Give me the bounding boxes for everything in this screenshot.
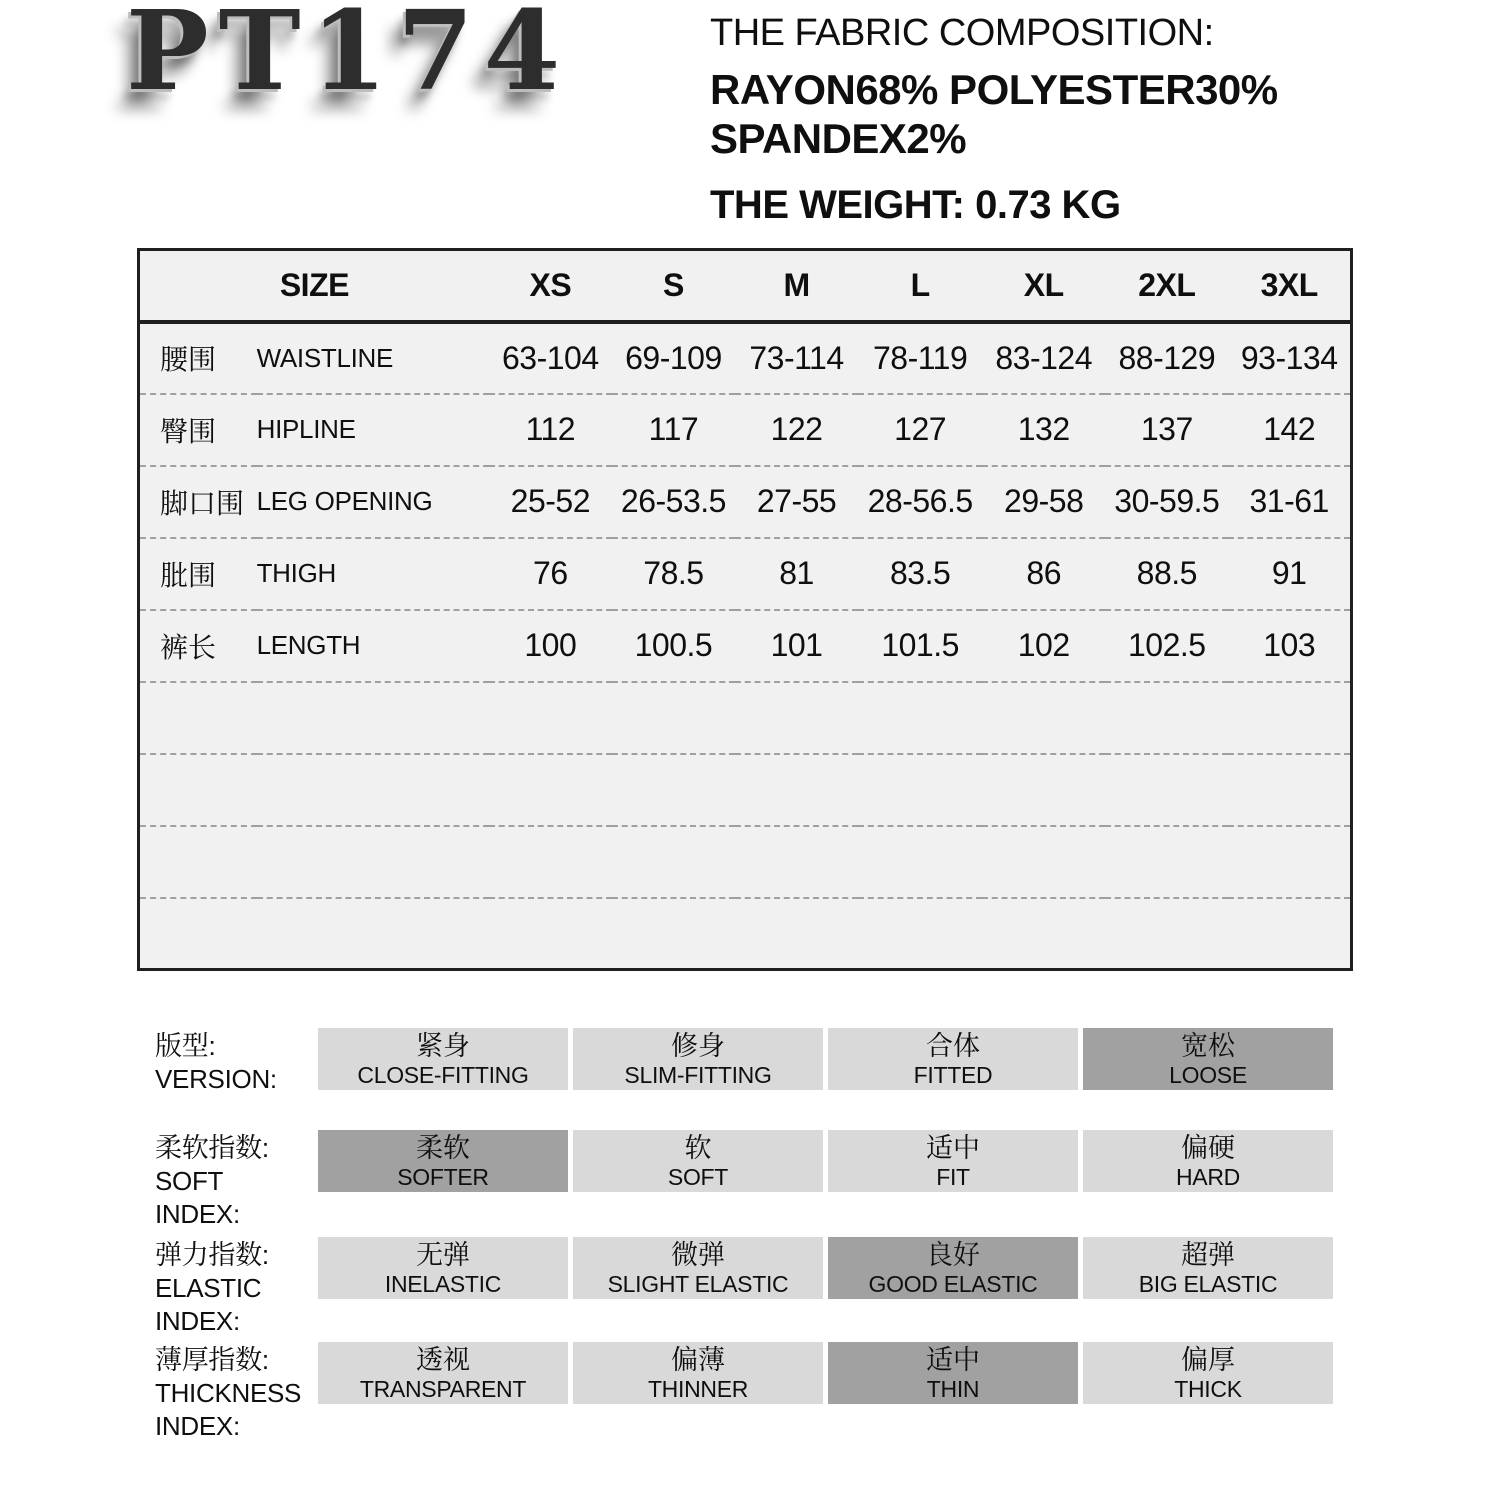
size-header-label: SIZE xyxy=(139,250,489,322)
size-value-cell: 102.5 xyxy=(1105,610,1228,682)
size-value-cell: 132 xyxy=(982,394,1105,466)
table-row-leg-opening xyxy=(139,466,1352,538)
option-hard xyxy=(1083,1130,1333,1192)
option-en: SOFT xyxy=(667,1164,729,1190)
size-value-cell: 103 xyxy=(1228,610,1351,682)
option-fitted xyxy=(828,1028,1078,1090)
product-info-block xyxy=(710,12,1278,228)
size-value-cell: 100 xyxy=(489,610,612,682)
table-row-hipline xyxy=(139,394,1352,466)
option-thinner xyxy=(573,1342,823,1404)
option-en: THINNER xyxy=(647,1376,749,1402)
fabric-composition-title: THE FABRIC COMPOSITION: xyxy=(710,12,1214,54)
option-cn: 适中 xyxy=(926,1345,980,1375)
size-value-cell: 27-55 xyxy=(735,466,858,538)
attribute-row-thickness-index xyxy=(155,1342,1355,1442)
size-table xyxy=(137,248,1353,971)
option-en: GOOD ELASTIC xyxy=(868,1271,1038,1297)
option-cn: 无弹 xyxy=(416,1240,470,1270)
option-en: LOOSE xyxy=(1169,1062,1247,1088)
size-table-header-row xyxy=(139,250,1352,322)
option-cn: 良好 xyxy=(926,1240,980,1270)
attribute-options xyxy=(318,1342,1333,1404)
option-fit xyxy=(828,1130,1078,1192)
option-good-elastic-selected xyxy=(828,1237,1078,1299)
size-col-header: 2XL xyxy=(1105,250,1228,322)
size-value-cell: 127 xyxy=(858,394,982,466)
option-inelastic xyxy=(318,1237,568,1299)
option-cn: 透视 xyxy=(416,1345,470,1375)
fabric-composition-line1: RAYON68% POLYESTER30% xyxy=(710,66,1278,113)
option-slight-elastic xyxy=(573,1237,823,1299)
empty-row xyxy=(139,826,1352,898)
table-row-length xyxy=(139,610,1352,682)
size-value-cell: 30-59.5 xyxy=(1105,466,1228,538)
size-value-cell: 102 xyxy=(982,610,1105,682)
option-softer-selected xyxy=(318,1130,568,1192)
option-en: INELASTIC xyxy=(384,1271,502,1297)
attribute-options xyxy=(318,1237,1333,1299)
option-big-elastic xyxy=(1083,1237,1333,1299)
size-value-cell: 88-129 xyxy=(1105,322,1228,394)
size-col-header: 3XL xyxy=(1228,250,1351,322)
row-label-en: LEG OPENING xyxy=(257,466,489,538)
option-en: HARD xyxy=(1176,1164,1240,1190)
attribute-label-en: VERSION: xyxy=(155,1064,277,1094)
size-value-cell: 91 xyxy=(1228,538,1351,610)
attribute-label-en: INDEX: xyxy=(155,1199,240,1229)
size-value-cell: 101 xyxy=(735,610,858,682)
empty-row xyxy=(139,898,1352,970)
option-cn: 宽松 xyxy=(1181,1031,1235,1061)
option-thin-selected xyxy=(828,1342,1078,1404)
attribute-label xyxy=(155,1132,269,1231)
attribute-label-cn: 版型: xyxy=(155,1031,216,1061)
table-row-thigh xyxy=(139,538,1352,610)
option-en: TRANSPARENT xyxy=(359,1376,527,1402)
row-label-cn: 裤长 xyxy=(139,610,257,682)
brand-logo: PT174 xyxy=(126,0,571,115)
size-value-cell: 100.5 xyxy=(612,610,735,682)
option-cn: 偏薄 xyxy=(671,1345,725,1375)
size-value-cell: 63-104 xyxy=(489,322,612,394)
attribute-label-en: INDEX: xyxy=(155,1306,240,1336)
option-thick xyxy=(1083,1342,1333,1404)
option-cn: 修身 xyxy=(671,1031,725,1061)
row-label-cn: 臀围 xyxy=(139,394,257,466)
size-value-cell: 83.5 xyxy=(858,538,982,610)
attribute-label-cn: 柔软指数: xyxy=(155,1133,270,1163)
size-col-header: XS xyxy=(489,250,612,322)
table-row-waistline xyxy=(139,322,1352,394)
attribute-options xyxy=(318,1028,1333,1090)
empty-row xyxy=(139,754,1352,826)
size-value-cell: 76 xyxy=(489,538,612,610)
option-cn: 适中 xyxy=(926,1133,980,1163)
weight-text: THE WEIGHT: 0.73 KG xyxy=(710,183,1121,227)
option-soft xyxy=(573,1130,823,1192)
size-col-header: S xyxy=(612,250,735,322)
option-en: CLOSE-FITTING xyxy=(357,1062,529,1088)
attribute-label xyxy=(155,1344,301,1443)
size-value-cell: 26-53.5 xyxy=(612,466,735,538)
size-value-cell: 142 xyxy=(1228,394,1351,466)
row-label-en: THIGH xyxy=(257,538,489,610)
size-value-cell: 93-134 xyxy=(1228,322,1351,394)
option-cn: 紧身 xyxy=(416,1031,470,1061)
size-value-cell: 117 xyxy=(612,394,735,466)
size-value-cell: 83-124 xyxy=(982,322,1105,394)
size-value-cell: 28-56.5 xyxy=(858,466,982,538)
row-label-en: WAISTLINE xyxy=(257,322,489,394)
attribute-label-en: THICKNESS xyxy=(155,1378,302,1408)
option-cn: 合体 xyxy=(926,1031,980,1061)
option-close-fitting xyxy=(318,1028,568,1090)
attribute-row-elastic-index xyxy=(155,1237,1355,1337)
option-slim-fitting xyxy=(573,1028,823,1090)
size-value-cell: 78-119 xyxy=(858,322,982,394)
size-value-cell: 88.5 xyxy=(1105,538,1228,610)
size-value-cell: 73-114 xyxy=(735,322,858,394)
size-value-cell: 25-52 xyxy=(489,466,612,538)
size-value-cell: 78.5 xyxy=(612,538,735,610)
option-en: FIT xyxy=(936,1164,970,1190)
option-en: THIN xyxy=(926,1376,980,1402)
attribute-options xyxy=(318,1130,1333,1192)
size-value-cell: 69-109 xyxy=(612,322,735,394)
option-transparent xyxy=(318,1342,568,1404)
size-col-header: M xyxy=(735,250,858,322)
size-col-header: L xyxy=(858,250,982,322)
attribute-label-en: ELASTIC xyxy=(155,1273,262,1303)
option-cn: 偏硬 xyxy=(1181,1133,1235,1163)
size-value-cell: 86 xyxy=(982,538,1105,610)
row-label-en: HIPLINE xyxy=(257,394,489,466)
row-label-cn: 肶围 xyxy=(139,538,257,610)
size-value-cell: 31-61 xyxy=(1228,466,1351,538)
attribute-label xyxy=(155,1030,277,1096)
attribute-label-cn: 薄厚指数: xyxy=(155,1345,270,1375)
option-cn: 偏厚 xyxy=(1181,1345,1235,1375)
attribute-row-version xyxy=(155,1028,1355,1128)
size-value-cell: 137 xyxy=(1105,394,1228,466)
attribute-label-en: SOFT xyxy=(155,1166,224,1196)
fabric-composition-line2: SPANDEX2% xyxy=(710,115,967,162)
option-cn: 柔软 xyxy=(416,1133,470,1163)
size-value-cell: 112 xyxy=(489,394,612,466)
attribute-label xyxy=(155,1239,269,1338)
attribute-row-soft-index xyxy=(155,1130,1355,1230)
option-en: BIG ELASTIC xyxy=(1138,1271,1278,1297)
option-loose-selected xyxy=(1083,1028,1333,1090)
option-cn: 超弹 xyxy=(1181,1240,1235,1270)
option-en: SLIM-FITTING xyxy=(624,1062,772,1088)
attribute-label-en: INDEX: xyxy=(155,1411,240,1441)
empty-row xyxy=(139,682,1352,754)
option-en: THICK xyxy=(1174,1376,1242,1402)
row-label-en: LENGTH xyxy=(257,610,489,682)
option-en: FITTED xyxy=(913,1062,993,1088)
attribute-label-cn: 弹力指数: xyxy=(155,1240,270,1270)
option-en: SOFTER xyxy=(397,1164,489,1190)
size-value-cell: 81 xyxy=(735,538,858,610)
option-en: SLIGHT ELASTIC xyxy=(607,1271,789,1297)
size-value-cell: 101.5 xyxy=(858,610,982,682)
row-label-cn: 腰围 xyxy=(139,322,257,394)
size-value-cell: 122 xyxy=(735,394,858,466)
size-value-cell: 29-58 xyxy=(982,466,1105,538)
size-col-header: XL xyxy=(982,250,1105,322)
option-cn: 微弹 xyxy=(671,1240,725,1270)
option-cn: 软 xyxy=(684,1133,712,1163)
row-label-cn: 脚口围 xyxy=(139,466,257,538)
